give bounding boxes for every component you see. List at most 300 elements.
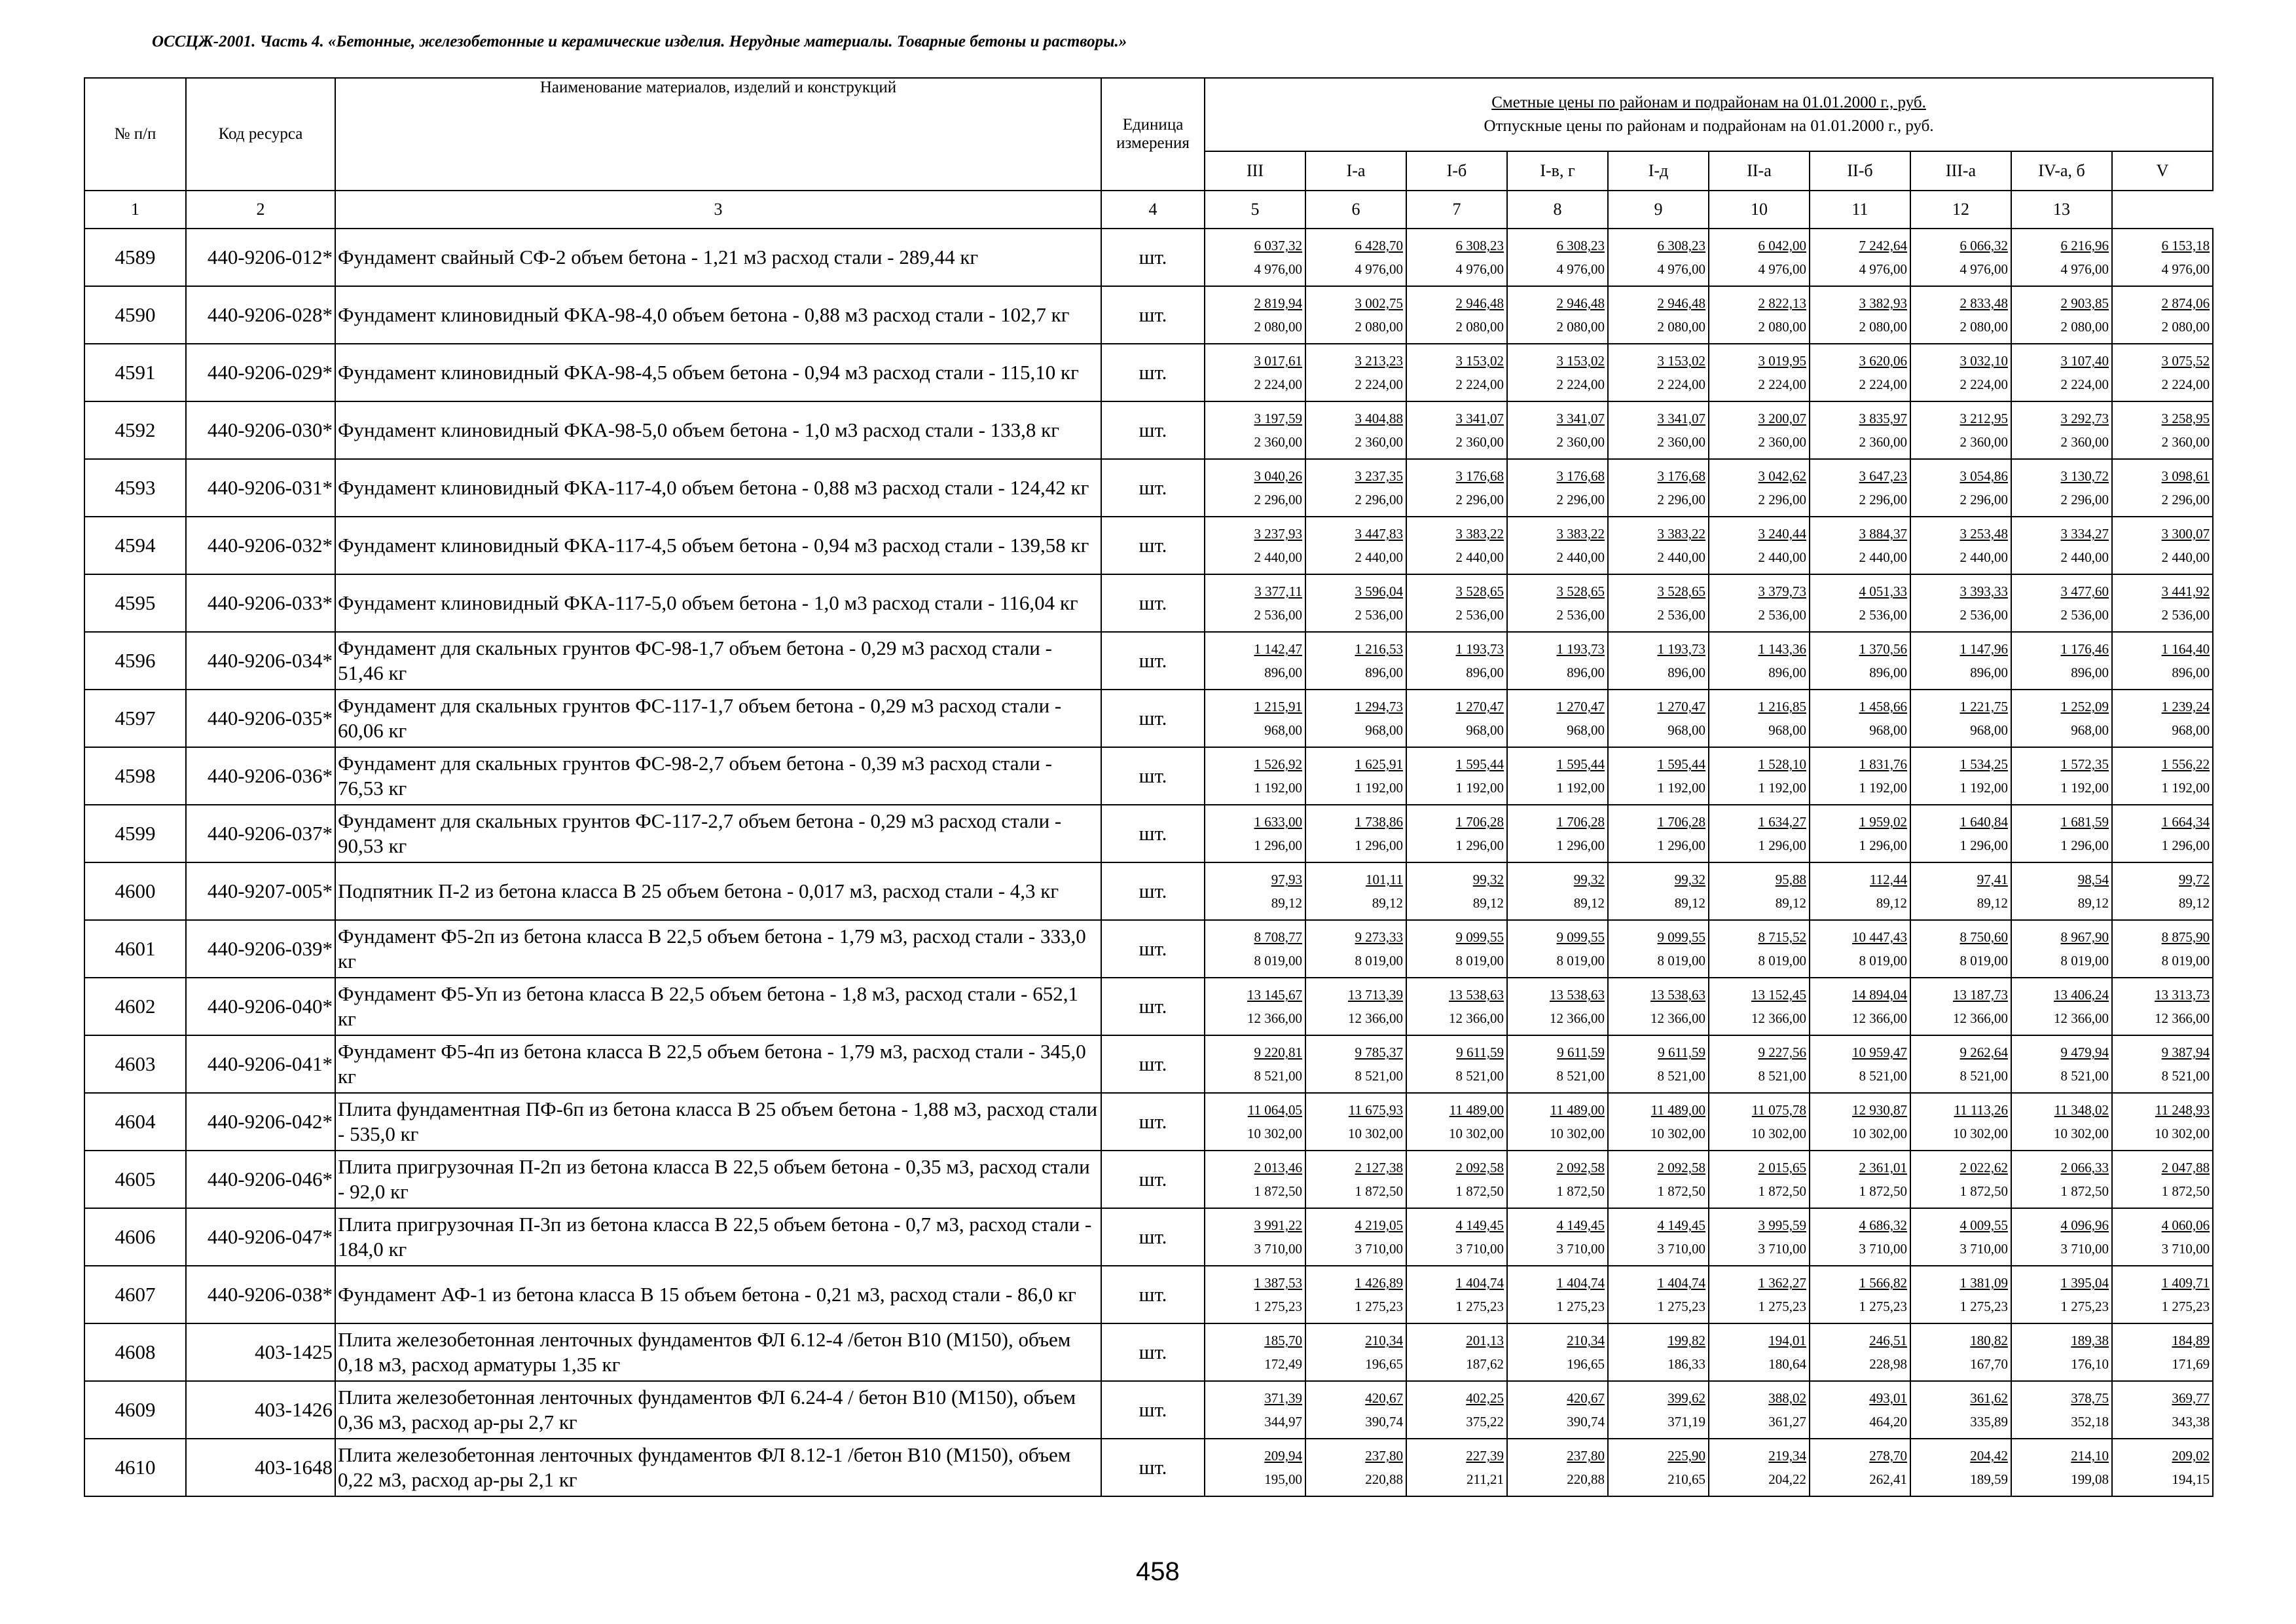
otpusk-price: 2 080,00: [1959, 319, 2008, 335]
otpusk-price: 2 296,00: [2161, 492, 2210, 507]
material-name: Фундамент клиновидный ФКА-117-5,0 объем бетона - 1,0 м3 расход стали - 116,04 кг: [335, 574, 1101, 632]
zone-header: I-в, г: [1507, 151, 1608, 191]
price-cell: [1507, 978, 1608, 1035]
price-cell: [1608, 517, 1709, 574]
table-row: [84, 747, 2213, 805]
material-name: Плита пригрузочная П-2п из бетона класса В 22,5 объем бетона - 0,35 м3, расход стали - 92,0 кг: [335, 1151, 1101, 1208]
otpusk-price: 2 440,00: [1657, 549, 1705, 565]
zone-header: I-б: [1406, 151, 1507, 191]
otpusk-price: 2 440,00: [1556, 549, 1605, 565]
price-cell: [1507, 690, 1608, 747]
smeta-price: 2 903,85: [2060, 295, 2109, 311]
otpusk-price: 1 296,00: [1859, 838, 1907, 853]
otpusk-price: 2 080,00: [1455, 319, 1504, 335]
smeta-price: 2 092,58: [1455, 1160, 1504, 1175]
price-cell: [1305, 1266, 1406, 1323]
otpusk-price: 1 296,00: [1254, 838, 1302, 853]
price-cell: [1910, 862, 2011, 920]
column-number: 12: [1910, 191, 2011, 229]
price-cell: [1406, 401, 1507, 459]
otpusk-price: 352,18: [2071, 1414, 2109, 1430]
price-cell: [1709, 229, 1810, 286]
smeta-price: 98,54: [2077, 872, 2109, 887]
otpusk-price: 1 275,23: [1959, 1299, 2008, 1314]
smeta-price: 9 220,81: [1254, 1044, 1302, 1060]
smeta-price: 3 334,27: [2060, 526, 2109, 542]
smeta-price: 3 032,10: [1959, 353, 2008, 369]
otpusk-price: 4 976,00: [1355, 261, 1403, 277]
price-cell: [1810, 862, 1910, 920]
price-cell: [1608, 632, 1709, 690]
otpusk-price: 2 080,00: [1355, 319, 1403, 335]
price-cell: [1709, 862, 1810, 920]
row-number: 4606: [84, 1208, 186, 1266]
smeta-price: 1 664,34: [2161, 814, 2210, 830]
smeta-price: 3 237,35: [1355, 468, 1403, 484]
smeta-price: 3 240,44: [1758, 526, 1806, 542]
smeta-price: 399,62: [1667, 1390, 1705, 1406]
price-cell: [2011, 747, 2112, 805]
price-cell: [1305, 517, 1406, 574]
resource-code: 440-9206-038*: [186, 1266, 335, 1323]
smeta-price: 3 382,93: [1859, 295, 1907, 311]
smeta-price: 1 534,25: [1959, 756, 2008, 772]
smeta-price: 11 248,93: [2155, 1102, 2210, 1118]
column-number: 9: [1608, 191, 1709, 229]
zone-header: IV-а, б: [2011, 151, 2112, 191]
price-cell: [2011, 344, 2112, 401]
smeta-price: 1 458,66: [1859, 699, 1907, 714]
otpusk-price: 1 872,50: [1556, 1183, 1605, 1199]
resource-code: 440-9206-047*: [186, 1208, 335, 1266]
price-cell: [2011, 632, 2112, 690]
price-cell: [1709, 690, 1810, 747]
row-number: 4594: [84, 517, 186, 574]
price-cell: [1608, 459, 1709, 517]
otpusk-price: 4 976,00: [2161, 261, 2210, 277]
smeta-price: 3 258,95: [2161, 411, 2210, 426]
price-cell: [1608, 978, 1709, 1035]
otpusk-price: 968,00: [1970, 722, 2008, 738]
table-row: [84, 690, 2213, 747]
smeta-price: 99,72: [2178, 872, 2210, 887]
otpusk-price: 89,12: [1674, 895, 1705, 911]
price-cell: [1305, 747, 1406, 805]
otpusk-price: 1 192,00: [1959, 780, 2008, 796]
smeta-price: 1 176,46: [2060, 641, 2109, 657]
price-cell: [1205, 574, 1305, 632]
table-body: [84, 229, 2213, 1496]
column-number: 8: [1507, 191, 1608, 229]
resource-code: 440-9206-028*: [186, 286, 335, 344]
smeta-price: 210,34: [1365, 1333, 1403, 1348]
otpusk-price: 8 019,00: [2161, 953, 2210, 969]
price-cell: [1507, 920, 1608, 978]
otpusk-price: 10 302,00: [1449, 1126, 1504, 1141]
smeta-price: 2 946,48: [1657, 295, 1705, 311]
smeta-price: 3 383,22: [1657, 526, 1705, 542]
smeta-price: 4 009,55: [1959, 1217, 2008, 1233]
price-cell: [1305, 862, 1406, 920]
price-cell: [2011, 1093, 2112, 1151]
smeta-price: 8 715,52: [1758, 929, 1806, 945]
price-cell: [1507, 574, 1608, 632]
smeta-price: 3 477,60: [2060, 583, 2109, 599]
otpusk-price: 4 976,00: [1254, 261, 1302, 277]
price-cell: [1205, 920, 1305, 978]
otpusk-price: 2 080,00: [2060, 319, 2109, 335]
unit-cell: шт.: [1101, 1323, 1205, 1381]
price-cell: [1305, 1035, 1406, 1093]
price-cell: [1608, 574, 1709, 632]
smeta-price: 1 216,53: [1355, 641, 1403, 657]
smeta-price: 1 142,47: [1254, 641, 1302, 657]
unit-cell: шт.: [1101, 1381, 1205, 1439]
column-number: 1: [84, 191, 186, 229]
otpusk-title: Отпускные цены по районам и подрайонам на 01.01.2000 г., руб.: [1484, 117, 1934, 135]
otpusk-price: 171,69: [2172, 1356, 2210, 1372]
material-name: Фундамент клиновидный ФКА-117-4,5 объем бетона - 0,94 м3 расход стали - 139,58 кг: [335, 517, 1101, 574]
table-row: [84, 1035, 2213, 1093]
resource-code: 440-9206-036*: [186, 747, 335, 805]
smeta-price: 3 404,88: [1355, 411, 1403, 426]
row-number: 4590: [84, 286, 186, 344]
unit-cell: шт.: [1101, 1151, 1205, 1208]
header-name: Наименование материалов, изделий и конструкций: [335, 78, 1101, 191]
smeta-price: 3 341,07: [1657, 411, 1705, 426]
price-cell: [1205, 1208, 1305, 1266]
price-cell: [1205, 1151, 1305, 1208]
otpusk-price: 180,64: [1768, 1356, 1806, 1372]
otpusk-price: 968,00: [1567, 722, 1605, 738]
otpusk-price: 4 976,00: [1657, 261, 1705, 277]
smeta-price: 8 750,60: [1959, 929, 2008, 945]
smeta-price: 1 831,76: [1859, 756, 1907, 772]
price-cell: [1406, 1208, 1507, 1266]
otpusk-price: 1 296,00: [1556, 838, 1605, 853]
price-cell: [1406, 229, 1507, 286]
price-cell: [2011, 286, 2112, 344]
price-cell: [2112, 229, 2213, 286]
smeta-price: 11 489,00: [1550, 1102, 1605, 1118]
smeta-price: 1 625,91: [1355, 756, 1403, 772]
price-cell: [1406, 459, 1507, 517]
smeta-price: 1 215,91: [1254, 699, 1302, 714]
smeta-price: 8 967,90: [2060, 929, 2109, 945]
smeta-price: 3 528,65: [1455, 583, 1504, 599]
otpusk-price: 1 275,23: [1859, 1299, 1907, 1314]
smeta-price: 9 611,59: [1658, 1044, 1705, 1060]
price-cell: [1608, 1151, 1709, 1208]
price-cell: [1406, 574, 1507, 632]
price-cell: [1810, 574, 1910, 632]
smeta-price: 9 099,55: [1455, 929, 1504, 945]
otpusk-price: 89,12: [1472, 895, 1504, 911]
otpusk-price: 2 224,00: [1254, 377, 1302, 392]
otpusk-price: 2 224,00: [1455, 377, 1504, 392]
otpusk-price: 8 019,00: [1657, 953, 1705, 969]
price-cell: [2112, 1093, 2213, 1151]
otpusk-price: 8 521,00: [1355, 1068, 1403, 1084]
resource-code: 440-9206-039*: [186, 920, 335, 978]
smeta-price: 3 377,11: [1254, 583, 1302, 599]
smeta-price: 199,82: [1667, 1333, 1705, 1348]
smeta-price: 14 894,04: [1852, 987, 1907, 1003]
column-number: 2: [186, 191, 335, 229]
zone-header: I-а: [1305, 151, 1406, 191]
price-cell: [1406, 1266, 1507, 1323]
otpusk-price: 1 872,50: [2161, 1183, 2210, 1199]
smeta-price: 13 406,24: [2054, 987, 2109, 1003]
smeta-price: 201,13: [1466, 1333, 1504, 1348]
otpusk-price: 8 521,00: [1455, 1068, 1504, 1084]
smeta-price: 3 441,92: [2161, 583, 2210, 599]
smeta-price: 1 270,47: [1556, 699, 1605, 714]
smeta-price: 1 959,02: [1859, 814, 1907, 830]
smeta-price: 369,77: [2172, 1390, 2210, 1406]
smeta-price: 1 143,36: [1758, 641, 1806, 657]
resource-code: 440-9206-046*: [186, 1151, 335, 1208]
smeta-price: 2 015,65: [1758, 1160, 1806, 1175]
resource-code: 440-9207-005*: [186, 862, 335, 920]
otpusk-price: 1 275,23: [1355, 1299, 1403, 1314]
smeta-price: 420,67: [1365, 1390, 1403, 1406]
price-cell: [1910, 286, 2011, 344]
material-name: Плита железобетонная ленточных фундаментов ФЛ 6.24-4 / бетон В10 (М150), объем 0,36 м3, расход ар-ры 2,7 кг: [335, 1381, 1101, 1439]
price-cell: [1406, 1323, 1507, 1381]
price-cell: [1507, 747, 1608, 805]
zone-header: II-б: [1810, 151, 1910, 191]
price-cell: [1406, 862, 1507, 920]
price-cell: [1709, 805, 1810, 862]
price-cell: [1305, 286, 1406, 344]
smeta-price: 9 227,56: [1758, 1044, 1806, 1060]
price-cell: [1810, 1323, 1910, 1381]
header-num-pp: № п/п: [84, 78, 186, 191]
header-unit: Единица измерения: [1101, 78, 1205, 191]
price-cell: [1608, 1323, 1709, 1381]
price-cell: [1810, 978, 1910, 1035]
price-cell: [1507, 1381, 1608, 1439]
resource-code: 440-9206-040*: [186, 978, 335, 1035]
otpusk-price: 196,65: [1567, 1356, 1605, 1372]
otpusk-price: 1 275,23: [1758, 1299, 1806, 1314]
price-cell: [1709, 1035, 1810, 1093]
unit-cell: шт.: [1101, 344, 1205, 401]
material-name: Фундамент для скальных грунтов ФС-98-2,7 объем бетона - 0,39 м3 расход стали - 76,53 кг: [335, 747, 1101, 805]
otpusk-price: 2 224,00: [1556, 377, 1605, 392]
smeta-price: 189,38: [2071, 1333, 2109, 1348]
otpusk-price: 335,89: [1970, 1414, 2008, 1430]
smeta-price: 246,51: [1869, 1333, 1907, 1348]
smeta-price: 3 447,83: [1355, 526, 1403, 542]
price-cell: [1910, 1323, 2011, 1381]
unit-cell: шт.: [1101, 1266, 1205, 1323]
price-cell: [1406, 747, 1507, 805]
smeta-price: 2 946,48: [1556, 295, 1605, 311]
smeta-price: 3 991,22: [1254, 1217, 1302, 1233]
otpusk-price: 2 224,00: [1657, 377, 1705, 392]
price-cell: [1709, 978, 1810, 1035]
price-cell: [1507, 229, 1608, 286]
price-cell: [2112, 401, 2213, 459]
price-cell: [1608, 1266, 1709, 1323]
otpusk-price: 89,12: [2077, 895, 2109, 911]
smeta-price: 3 176,68: [1657, 468, 1705, 484]
header-code: Код ресурса: [186, 78, 335, 191]
price-cell: [2112, 1381, 2213, 1439]
header-row: [84, 78, 2213, 151]
price-cell: [1608, 286, 1709, 344]
otpusk-price: 896,00: [1869, 665, 1907, 680]
unit-cell: шт.: [1101, 229, 1205, 286]
price-cell: [1709, 459, 1810, 517]
smeta-price: 3 153,02: [1657, 353, 1705, 369]
otpusk-price: 1 192,00: [1556, 780, 1605, 796]
smeta-price: 214,10: [2071, 1448, 2109, 1464]
price-cell: [1507, 1439, 1608, 1496]
resource-code: 403-1426: [186, 1381, 335, 1439]
otpusk-price: 1 872,50: [1758, 1183, 1806, 1199]
otpusk-price: 4 976,00: [1758, 261, 1806, 277]
unit-cell: шт.: [1101, 632, 1205, 690]
price-cell: [1305, 1381, 1406, 1439]
otpusk-price: 1 275,23: [1657, 1299, 1705, 1314]
smeta-price: 3 341,07: [1455, 411, 1504, 426]
otpusk-price: 187,62: [1466, 1356, 1504, 1372]
otpusk-price: 8 521,00: [1859, 1068, 1907, 1084]
smeta-price: 3 884,37: [1859, 526, 1907, 542]
otpusk-price: 344,97: [1264, 1414, 1302, 1430]
otpusk-price: 1 192,00: [2060, 780, 2109, 796]
smeta-price: 3 596,04: [1355, 583, 1403, 599]
price-cell: [1709, 1381, 1810, 1439]
material-name: Фундамент для скальных грунтов ФС-98-1,7 объем бетона - 0,29 м3 расход стали - 51,46 кг: [335, 632, 1101, 690]
otpusk-price: 8 521,00: [1657, 1068, 1705, 1084]
otpusk-price: 176,10: [2071, 1356, 2109, 1372]
smeta-price: 6 042,00: [1758, 238, 1806, 253]
smeta-price: 1 395,04: [2060, 1275, 2109, 1291]
price-cell: [1810, 286, 1910, 344]
smeta-price: 3 098,61: [2161, 468, 2210, 484]
smeta-price: 1 640,84: [1959, 814, 2008, 830]
smeta-price: 9 611,59: [1456, 1044, 1504, 1060]
smeta-price: 3 528,65: [1657, 583, 1705, 599]
row-number: 4600: [84, 862, 186, 920]
unit-cell: шт.: [1101, 1208, 1205, 1266]
table-row: [84, 344, 2213, 401]
table-row: [84, 1439, 2213, 1496]
price-cell: [1305, 229, 1406, 286]
price-cell: [1205, 401, 1305, 459]
smeta-price: 1 633,00: [1254, 814, 1302, 830]
price-cell: [1608, 690, 1709, 747]
smeta-price: 2 013,46: [1254, 1160, 1302, 1175]
price-cell: [1205, 1266, 1305, 1323]
otpusk-price: 12 366,00: [1751, 1010, 1806, 1026]
material-name: Фундамент свайный СФ-2 объем бетона - 1,21 м3 расход стали - 289,44 кг: [335, 229, 1101, 286]
otpusk-price: 968,00: [1365, 722, 1403, 738]
price-cell: [1507, 805, 1608, 862]
smeta-price: 1 595,44: [1455, 756, 1504, 772]
material-name: Плита фундаментная ПФ-6п из бетона класса В 25 объем бетона - 1,88 м3, расход стали - 535,0 кг: [335, 1093, 1101, 1151]
price-cell: [2011, 517, 2112, 574]
price-cell: [1810, 1439, 1910, 1496]
otpusk-price: 12 366,00: [2054, 1010, 2109, 1026]
otpusk-price: 896,00: [1466, 665, 1504, 680]
smeta-price: 3 075,52: [2161, 353, 2210, 369]
price-cell: [1507, 286, 1608, 344]
smeta-price: 1 572,35: [2060, 756, 2109, 772]
price-cell: [1910, 574, 2011, 632]
material-name: Фундамент клиновидный ФКА-98-4,0 объем бетона - 0,88 м3 расход стали - 102,7 кг: [335, 286, 1101, 344]
smeta-price: 184,89: [2172, 1333, 2210, 1348]
otpusk-price: 968,00: [1768, 722, 1806, 738]
table-row: [84, 459, 2213, 517]
otpusk-price: 10 302,00: [1650, 1126, 1705, 1141]
resource-code: 440-9206-012*: [186, 229, 335, 286]
otpusk-price: 2 080,00: [1758, 319, 1806, 335]
price-cell: [1810, 1035, 1910, 1093]
column-number: 11: [1810, 191, 1910, 229]
resource-code: 440-9206-032*: [186, 517, 335, 574]
price-cell: [2011, 1439, 2112, 1496]
price-cell: [1709, 401, 1810, 459]
otpusk-price: 2 440,00: [1455, 549, 1504, 565]
price-cell: [1608, 805, 1709, 862]
price-cell: [1406, 1151, 1507, 1208]
smeta-price: 3 393,33: [1959, 583, 2008, 599]
smeta-price: 1 634,27: [1758, 814, 1806, 830]
table-row: [84, 401, 2213, 459]
price-cell: [1507, 401, 1608, 459]
smeta-price: 2 092,58: [1556, 1160, 1605, 1175]
row-number: 4601: [84, 920, 186, 978]
price-cell: [1709, 517, 1810, 574]
smeta-price: 13 538,63: [1550, 987, 1605, 1003]
otpusk-price: 2 296,00: [1657, 492, 1705, 507]
row-number: 4607: [84, 1266, 186, 1323]
table-row: [84, 286, 2213, 344]
resource-code: 440-9206-037*: [186, 805, 335, 862]
price-cell: [2011, 574, 2112, 632]
otpusk-price: 2 536,00: [1758, 607, 1806, 623]
smeta-price: 4 060,06: [2161, 1217, 2210, 1233]
smeta-price: 1 370,56: [1859, 641, 1907, 657]
price-cell: [1910, 229, 2011, 286]
table-row: [84, 632, 2213, 690]
smeta-price: 6 308,23: [1556, 238, 1605, 253]
smeta-price: 180,82: [1970, 1333, 2008, 1348]
otpusk-price: 2 360,00: [2161, 434, 2210, 450]
otpusk-price: 228,98: [1869, 1356, 1907, 1372]
smeta-price: 2 833,48: [1959, 295, 2008, 311]
otpusk-price: 2 536,00: [2161, 607, 2210, 623]
otpusk-price: 262,41: [1869, 1471, 1907, 1487]
smeta-price: 1 239,24: [2161, 699, 2210, 714]
row-number: 4597: [84, 690, 186, 747]
otpusk-price: 896,00: [1365, 665, 1403, 680]
otpusk-price: 2 536,00: [1455, 607, 1504, 623]
otpusk-price: 1 192,00: [1455, 780, 1504, 796]
price-cell: [2112, 862, 2213, 920]
material-name: Плита железобетонная ленточных фундаментов ФЛ 8.12-1 /бетон В10 (М150), объем 0,22 м3, расход ар-ры 2,1 кг: [335, 1439, 1101, 1496]
otpusk-price: 12 366,00: [1550, 1010, 1605, 1026]
price-cell: [1205, 1093, 1305, 1151]
smeta-price: 99,32: [1573, 872, 1605, 887]
price-cell: [1608, 401, 1709, 459]
smeta-price: 1 294,73: [1355, 699, 1403, 714]
